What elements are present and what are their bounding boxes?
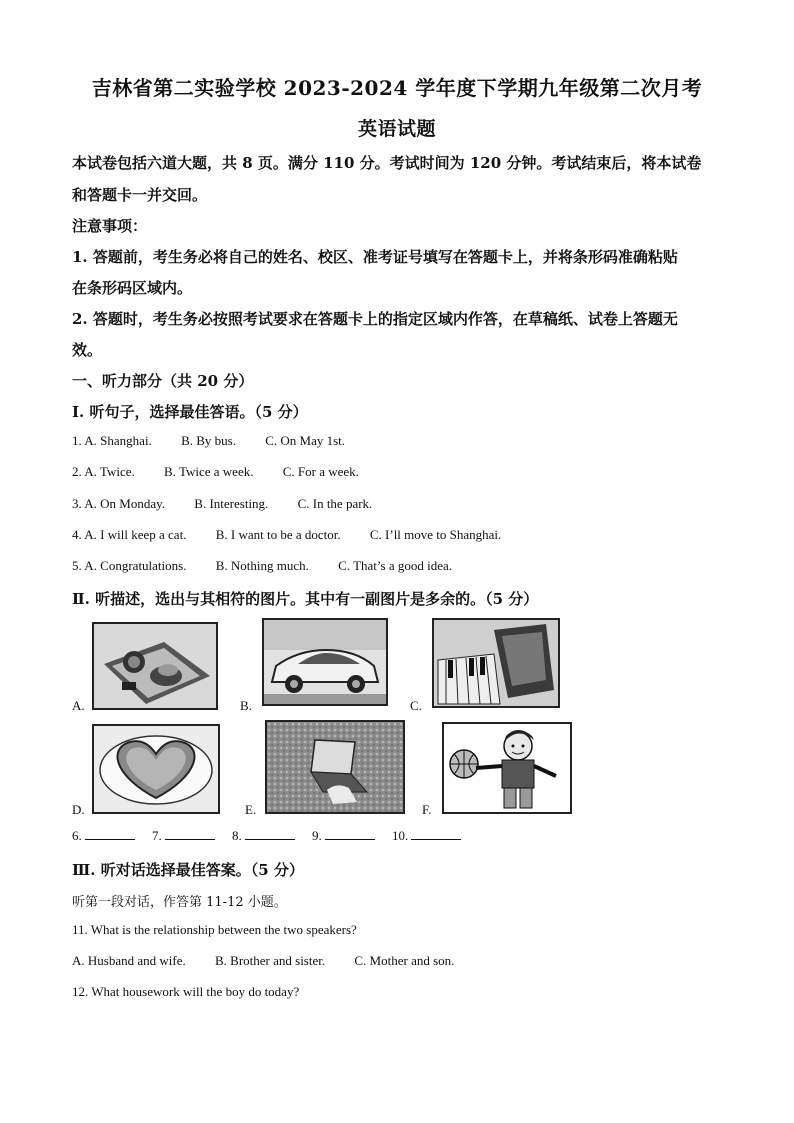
q4-option-a: 4. A. I will keep a cat. bbox=[72, 527, 187, 542]
piano-icon bbox=[434, 620, 558, 706]
blank-6[interactable] bbox=[72, 828, 135, 844]
q1-option-b: B. By bus. bbox=[181, 433, 236, 448]
q2-option-c: C. For a week. bbox=[282, 464, 359, 479]
piano-picture bbox=[432, 618, 560, 708]
blank-7-number: 7. bbox=[152, 828, 162, 843]
question-5 bbox=[72, 558, 478, 574]
part1-heading: 一、听力部分（共 20 分） bbox=[72, 372, 254, 390]
question-4 bbox=[72, 527, 527, 543]
q4-option-b: B. I want to be a doctor. bbox=[215, 527, 341, 542]
q3-option-a: 3. A. On Monday. bbox=[72, 496, 166, 511]
picture-f-label: F. bbox=[422, 802, 432, 817]
q2-option-a: 2. A. Twice. bbox=[72, 464, 135, 479]
heart-cake-icon bbox=[94, 726, 218, 812]
section3-instruction: 听第一段对话，作答第 11-12 小题。 bbox=[72, 895, 287, 910]
blank-9-number: 9. bbox=[312, 828, 322, 843]
heart-cake-picture bbox=[92, 724, 220, 814]
section2-heading: Ⅱ. 听描述，选出与其相符的图片。其中有一副图片是多余的。（5 分） bbox=[72, 590, 539, 608]
exam-title: 吉林省第二实验学校 2023-2024 学年度下学期九年级第二次月考 bbox=[91, 76, 703, 100]
exam-subtitle: 英语试题 bbox=[357, 118, 436, 140]
q5-option-c: C. That’s a good idea. bbox=[338, 558, 452, 573]
section3-heading: Ⅲ. 听对话选择最佳答案。（5 分） bbox=[72, 861, 304, 879]
blank-6-number: 6. bbox=[72, 828, 82, 843]
q2-option-b: B. Twice a week. bbox=[164, 464, 254, 479]
car-picture bbox=[262, 618, 388, 706]
answer-blanks bbox=[72, 828, 475, 844]
blank-9[interactable] bbox=[312, 828, 375, 844]
question-3 bbox=[72, 496, 398, 512]
car-icon bbox=[264, 620, 386, 704]
picture-c-label: C. bbox=[410, 698, 422, 713]
intro-line-1: 本试卷包括六道大题，共 8 页。满分 110 分。考试时间为 120 分钟。考试结束后，将本试卷 bbox=[72, 154, 702, 172]
intro-line-2: 和答题卡一并交回。 bbox=[72, 186, 208, 204]
question-1 bbox=[72, 433, 371, 449]
q11-option-b: B. Brother and sister. bbox=[214, 953, 326, 968]
note-1-line-2: 在条形码区域内。 bbox=[72, 279, 193, 297]
note-2-line-2: 效。 bbox=[72, 341, 103, 359]
notice-heading: 注意事项： bbox=[72, 217, 148, 235]
laptop-picture bbox=[265, 720, 405, 814]
boy-basketball-picture bbox=[442, 722, 572, 814]
blank-10[interactable] bbox=[392, 828, 461, 844]
blank-8[interactable] bbox=[232, 828, 295, 844]
q1-option-a: 1. A. Shanghai. bbox=[72, 433, 152, 448]
q5-option-b: B. Nothing much. bbox=[215, 558, 309, 573]
blank-8-number: 8. bbox=[232, 828, 242, 843]
food-tray-picture bbox=[92, 622, 218, 710]
q1-option-c: C. On May 1st. bbox=[265, 433, 346, 448]
picture-b-label: B. bbox=[240, 698, 252, 713]
question-11: 11. What is the relationship between the two speakers? bbox=[72, 922, 357, 937]
food-tray-icon bbox=[94, 624, 216, 708]
blank-10-number: 10. bbox=[392, 828, 409, 843]
q11-option-a: A. Husband and wife. bbox=[72, 953, 186, 968]
section1-heading: I. 听句子，选择最佳答语。（5 分） bbox=[72, 403, 308, 421]
picture-d-label: D. bbox=[72, 802, 85, 817]
laptop-icon bbox=[267, 722, 403, 812]
note-2-line-1: 2. 答题时，考生务必按照考试要求在答题卡上的指定区域内作答，在草稿纸、试卷上答题无 bbox=[72, 310, 678, 328]
question-12: 12. What housework will the boy do today? bbox=[72, 984, 300, 999]
boy-basketball-icon bbox=[444, 724, 570, 812]
q4-option-c: C. I’ll move to Shanghai. bbox=[369, 527, 502, 542]
blank-7[interactable] bbox=[152, 828, 215, 844]
question-2 bbox=[72, 464, 385, 480]
q3-option-c: C. In the park. bbox=[297, 496, 373, 511]
q5-option-a: 5. A. Congratulations. bbox=[72, 558, 187, 573]
q3-option-b: B. Interesting. bbox=[194, 496, 269, 511]
picture-a-label: A. bbox=[72, 698, 85, 713]
question-11-options bbox=[72, 953, 480, 969]
note-1-line-1: 1. 答题前，考生务必将自己的姓名、校区、准考证号填写在答题卡上，并将条形码准确粘贴 bbox=[72, 248, 678, 266]
picture-e-label: E. bbox=[245, 802, 257, 817]
q11-option-c: C. Mother and son. bbox=[354, 953, 455, 968]
